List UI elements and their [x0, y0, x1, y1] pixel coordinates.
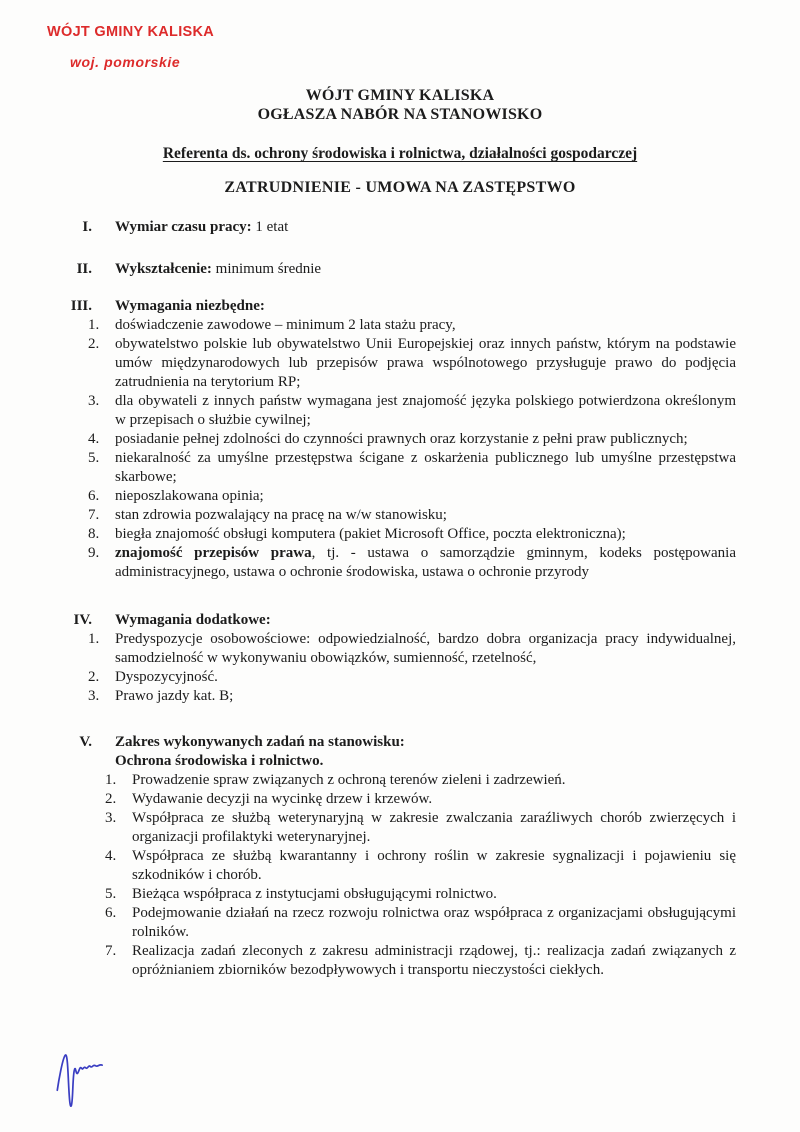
list-item — [88, 525, 736, 544]
list-item — [88, 335, 736, 392]
section — [62, 260, 736, 279]
item-text: dla obywateli z innych państw wymagana jest znajomość języka polskiego potwierdzona określonym w przepisach o służbie cywilnej; — [115, 393, 736, 428]
section-heading-text — [115, 297, 265, 316]
item-text: biegła znajomość obsługi komputera (pakiet Microsoft Office, poczta elektroniczna); — [115, 526, 626, 542]
list-item — [88, 630, 736, 668]
item-number: 6. — [105, 905, 117, 921]
item-number: 5. — [88, 450, 100, 466]
list-item — [88, 487, 736, 506]
section-title: Zakres wykonywanych zadań na stanowisku: — [115, 734, 405, 750]
item-text: niekaralność za umyślne przestępstwa ścigane z oskarżenia publicznego lub umyślne przestępstwa skarbowe; — [115, 450, 736, 485]
section-value: 1 etat — [251, 219, 289, 235]
section-heading-text — [115, 218, 288, 237]
list-item — [88, 430, 736, 449]
section-heading — [62, 218, 736, 237]
item-text: Wydawanie decyzji na wycinkę drzew i krzewów. — [132, 791, 433, 807]
item-number: 1. — [88, 631, 100, 647]
item-number: 3. — [105, 810, 117, 826]
handwritten-signature — [52, 1048, 118, 1114]
section-item-list — [88, 630, 736, 706]
item-text: Współpraca ze służbą kwarantanny i ochrony roślin w zakresie sygnalizacji i pojawieniu się szkodników i chorób. — [132, 848, 736, 883]
list-item — [88, 668, 736, 687]
list-item — [105, 790, 736, 809]
section-number: IV. — [73, 612, 92, 628]
stamp-office-name: WÓJT GMINY KALISKA — [47, 24, 215, 40]
item-number: 6. — [88, 488, 100, 504]
item-number: 2. — [105, 791, 117, 807]
item-number: 5. — [105, 886, 117, 902]
item-number: 8. — [88, 526, 100, 542]
list-item — [105, 809, 736, 847]
section — [62, 297, 736, 582]
section-heading — [62, 611, 736, 630]
item-number: 3. — [88, 688, 100, 704]
item-text: Predyspozycje osobowościowe: odpowiedzialność, bardzo dobra organizacja pracy indywidualnej, samodzielność w wykonywaniu obowiązków, sumienność, rzetelność, — [115, 631, 736, 666]
section-number: V. — [79, 734, 92, 750]
stamp-voivodeship: woj. pomorskie — [70, 54, 181, 70]
section — [62, 218, 736, 237]
section — [62, 611, 736, 706]
section-heading-text — [115, 260, 321, 279]
section-title: Wymagania dodatkowe: — [115, 612, 271, 628]
item-text: Prowadzenie spraw związanych z ochroną terenów zieleni i zadrzewień. — [132, 772, 566, 788]
item-number: 3. — [88, 393, 100, 409]
header-office-line: WÓJT GMINY KALISKA — [305, 87, 495, 104]
section-subtitle: Ochrona środowiska i rolnictwo. — [115, 753, 324, 769]
section-heading — [62, 260, 736, 279]
section-title: Wymiar czasu pracy: — [115, 219, 252, 235]
item-text: Prawo jazdy kat. B; — [115, 688, 234, 704]
list-item — [88, 316, 736, 335]
item-number: 2. — [88, 336, 100, 352]
item-text: Realizacja zadań zleconych z zakresu administracji rządowej, tj.: realizacja zadań związanych z opróżnianiem zbiorników bezodpływowych i transportu nieczystości ciekłych. — [132, 943, 736, 978]
item-text: obywatelstwo polskie lub obywatelstwo Unii Europejskiej oraz innych państw, którym na podstawie umów międzynarodowych lub przepisów prawa wspólnotowego przysługuje prawo do podjęcia zatrudnienia na terytorium RP; — [115, 336, 736, 390]
section-heading-text — [115, 611, 271, 630]
item-text: Bieżąca współpraca z instytucjami obsługującymi rolnictwo. — [132, 886, 497, 902]
item-text: posiadanie pełnej zdolności do czynności prawnych oraz korzystanie z pełni praw publicznych; — [115, 431, 688, 447]
header-announcement-line: OGŁASZA NABÓR NA STANOWISKO — [257, 106, 543, 123]
section-heading-text — [115, 733, 405, 752]
section-item-list — [105, 771, 736, 980]
section-item-list — [88, 316, 736, 582]
employment-type: ZATRUDNIENIE - UMOWA NA ZASTĘPSTWO — [224, 179, 576, 196]
item-text-bold: znajomość przepisów prawa — [115, 545, 312, 561]
item-text: Dyspozycyjność. — [115, 669, 218, 685]
item-number: 9. — [88, 545, 100, 561]
position-title: Referenta ds. ochrony środowiska i rolnictwa, działalności gospodarczej — [162, 145, 638, 162]
section-number: I. — [82, 219, 92, 235]
office-stamp — [47, 24, 214, 70]
item-number: 4. — [105, 848, 117, 864]
item-text: stan zdrowia pozwalający na pracę na w/w stanowisku; — [115, 507, 447, 523]
item-number: 1. — [88, 317, 100, 333]
section-title: Wymagania niezbędne: — [115, 298, 265, 314]
list-item — [105, 847, 736, 885]
list-item — [105, 942, 736, 980]
item-text: nieposzlakowana opinia; — [115, 488, 264, 504]
item-text: znajomość przepisów prawa, tj. - ustawa o samorządzie gminnym, kodeks postępowania administracyjnego, ustawa o ochronie środowiska, ustawa o ochronie przyrody — [115, 545, 736, 580]
item-number: 7. — [88, 507, 100, 523]
sections-container — [0, 218, 800, 980]
section-heading — [62, 733, 736, 752]
list-item — [88, 544, 736, 582]
list-item — [105, 904, 736, 942]
list-item — [88, 506, 736, 525]
item-text: Współpraca ze służbą weterynaryjną w zakresie zwalczania zaraźliwych chorób zwierzęcych i organizacji profilaktyki weterynaryjnej. — [132, 810, 736, 845]
section-heading — [62, 297, 736, 316]
section-title: Wykształcenie: — [115, 261, 212, 277]
section-number: III. — [70, 298, 92, 314]
item-number: 2. — [88, 669, 100, 685]
item-number: 1. — [105, 772, 117, 788]
item-text: doświadczenie zawodowe – minimum 2 lata stażu pracy, — [115, 317, 456, 333]
section-value: minimum średnie — [211, 261, 322, 277]
item-number: 4. — [88, 431, 100, 447]
list-item — [88, 392, 736, 430]
list-item — [105, 771, 736, 790]
item-text: Podejmowanie działań na rzecz rozwoju rolnictwa oraz współpraca z organizacjami obsługującymi rolników. — [132, 905, 736, 940]
list-item — [88, 449, 736, 487]
item-number: 7. — [105, 943, 117, 959]
section-number: II. — [76, 261, 92, 277]
list-item — [88, 687, 736, 706]
list-item — [105, 885, 736, 904]
section — [62, 733, 736, 980]
